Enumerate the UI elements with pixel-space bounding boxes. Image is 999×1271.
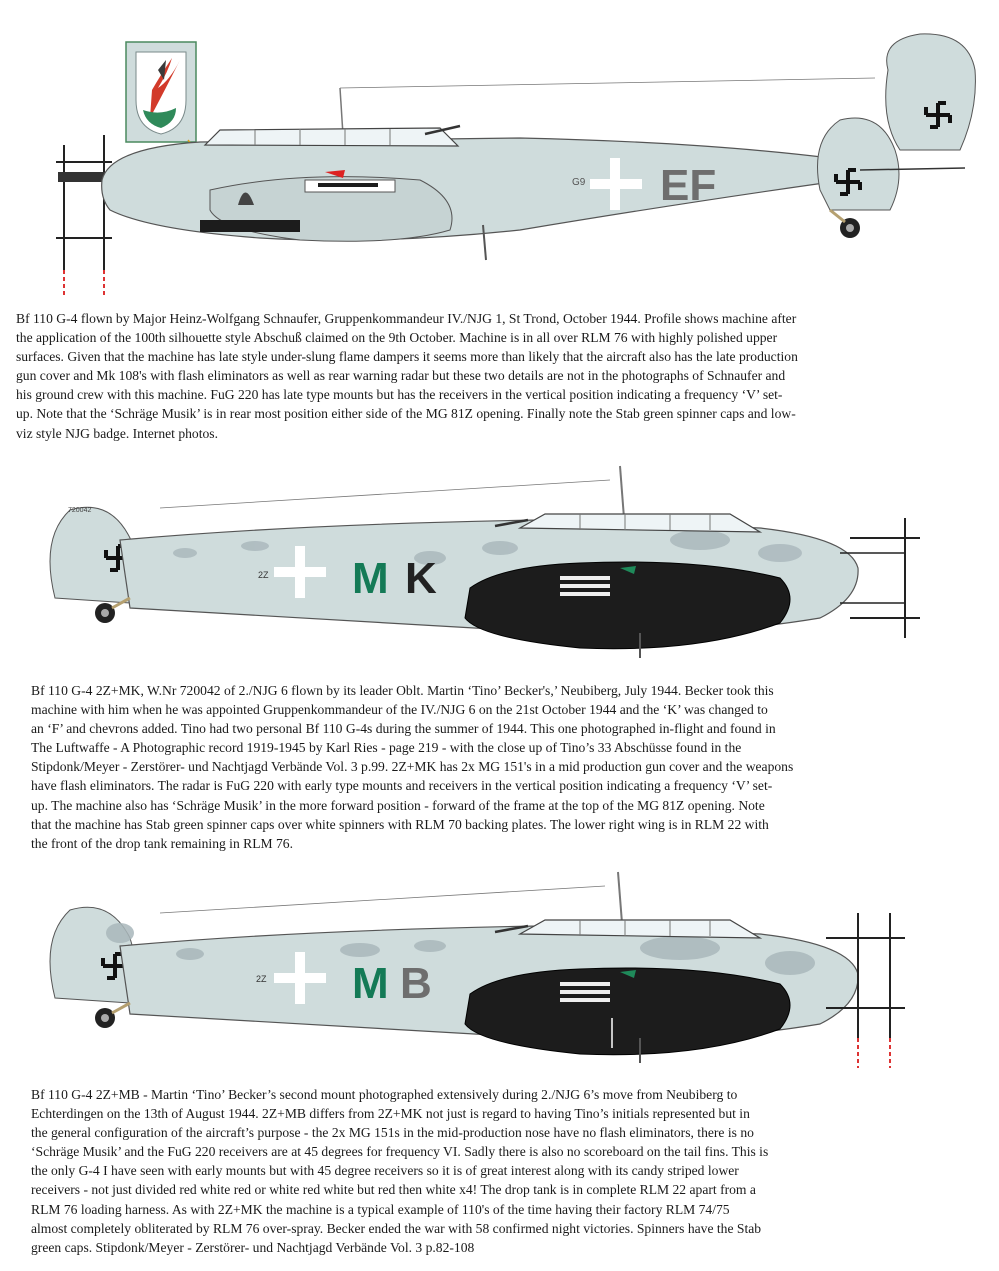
fuselage-code-letter-2: B <box>400 959 432 1008</box>
caption-profile-1: Bf 110 G-4 flown by Major Heinz-Wolfgang Schnaufer, Gruppenkommandeur IV./NJG 1, St Trond, October 1944. Profile shows machine after the application of the 100th silhouette style Abschuß claimed on the 9th October. Machine is in all over RLM 76 with highly polished upper surfaces. Given that the machine has late style under-slung flame dampers it seems more than likely that the aircraft also has the late production gun cover and Mk 108's with flash eliminators as well as rear warning radar but these two details are not in the photographs of Schnaufer and his ground crew with this machine. FuG 220 has late type mounts but has the receivers in the vertical position indicating a frequency ‘V’ set- up. Note that the ‘Schräge Musik’ is in rear most position either side of the MG 81Z opening. Finally note the Stab green spinner caps and low- viz style NJG badge. Internet photos. <box>16 311 798 441</box>
caption-profile-2: Bf 110 G-4 2Z+MK, W.Nr 720042 of 2./NJG 6 flown by its leader Oblt. Martin ‘Tino’ Becker's,’ Neubiberg, July 1944. Becker took this machine with him when he was appointed Gruppenkommandeur of the IV./NJG 6 on the 21st October 1944 and the ‘K’ was changed to an ‘F’ and chevrons added. Tino had two personal Bf 110 G-4s during the summer of 1944. This one photographed in-flight and found in The Luftwaffe - A Photographic record 1919-1945 by Karl Ries - page 219 - with the close up of Tino’s 33 Abschüsse found in the Stipdonk/Meyer - Zerstörer- und Nachtjagd Verbände Vol. 3 p.99. 2Z+MK has 2x MG 151's in a mid production gun cover and the weapons have flash eliminators. The radar is FuG 220 with early type mounts and receivers in the vertical position indicating a frequency ‘V’ set- up. The machine also has ‘Schräge Musik’ in the more forward position - forward of the frame at the top of the MG 81Z opening. Note that the machine has Stab green spinner caps over white spinners with RLM 70 backing plates. The lower right wing is in RLM 22 with the front of the drop tank remaining in RLM 76. <box>31 683 794 851</box>
detached-tail-fin <box>886 34 976 150</box>
tail-fin <box>818 118 900 210</box>
fuselage-code-letter-1: M <box>352 959 389 1008</box>
small-code: G9 <box>572 177 586 188</box>
aircraft-profile-1 <box>0 30 999 300</box>
small-code: 2Z <box>258 570 269 580</box>
radar-antenna-array <box>56 135 112 295</box>
fuselage-code: EF <box>660 161 717 210</box>
aircraft-profile-2 <box>0 458 999 670</box>
aircraft-profile-3 <box>0 868 999 1073</box>
fuselage-code-letter-2: K <box>405 554 437 603</box>
njg-falcon-badge-icon <box>126 42 196 142</box>
fuselage-code-letter-1: M <box>352 554 389 603</box>
werknummer: 720042 <box>68 507 92 514</box>
caption-profile-3: Bf 110 G-4 2Z+MB - Martin ‘Tino’ Becker’s second mount photographed extensively during 2./NJG 6’s move from Neubiberg to Echterdingen on the 13th of August 1944. 2Z+MB differs from 2Z+MK not just is regard to having Tino’s initials represented but in the general configuration of the aircraft’s purpose - the 2x MG 151s in the mid-production nose have no flash eliminators, there is no ‘Schräge Musik’ and the FuG 220 receivers are at 45 degrees for frequency VI. Sadly there is also no scoreboard on the tail fins. This is the only G-4 I have seen with early mounts but with 45 degree receivers so it is of great interest along with its candy striped lower receivers - not just divided red white red or white red white but red then white x4! The drop tank is in complete RLM 22 apart from a RLM 76 loading harness. As with 2Z+MK the machine is a typical example of 110's of the time having their factory RLM 74/75 almost completely obliterated by RLM 76 over-spray. Becker ended the war with 58 confirmed night victories. Spinners have the Stab green caps. Stipdonk/Meyer - Zerstörer- und Nachtjagd Verbände Vol. 3 p.82-108 <box>31 1087 769 1255</box>
small-code: 2Z <box>256 974 267 984</box>
canopy <box>205 128 458 146</box>
